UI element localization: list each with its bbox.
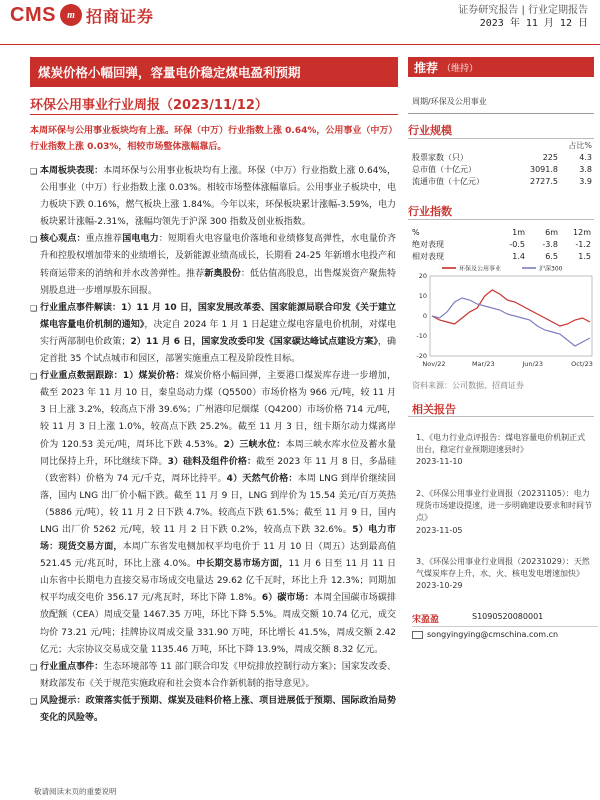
rating-box <box>408 57 594 77</box>
para-risk <box>30 693 396 727</box>
cell: 6.5 <box>545 251 558 261</box>
related-report-date: 2023-10-29 <box>416 581 463 591</box>
footer-note: 敬请阅读末页的重要说明 <box>34 787 117 796</box>
mail-icon <box>412 631 423 639</box>
para-bold: 5）电力市场：现货交易方面， <box>40 524 396 553</box>
related-report-date: 2023-11-10 <box>416 457 463 467</box>
y-tick-label: -10 <box>416 332 427 340</box>
banner-title <box>30 57 398 87</box>
report-subtitle: 环保公用事业行业周报（2023/11/12） <box>30 98 268 113</box>
side-category: 周期/环保及公用事业 <box>412 97 487 106</box>
stock-highlight: 新奥股份 <box>204 268 241 279</box>
plot-frame <box>430 276 592 356</box>
x-tick-label: Nov/22 <box>422 360 446 368</box>
table-row <box>412 151 598 163</box>
rating-label: 推荐 <box>414 60 439 75</box>
y-tick-label: 20 <box>418 272 427 280</box>
analyst-id: S1090520080001 <box>472 612 544 621</box>
analyst-name: 宋盈盈 <box>412 615 440 625</box>
bullet-icon: ❑ <box>30 662 38 672</box>
series-line <box>432 290 590 326</box>
related-report-item[interactable] <box>416 488 592 537</box>
report-date: 2023 年 11 月 12 日 <box>479 18 588 29</box>
para-core-view <box>30 231 396 299</box>
rating-sub: （维持） <box>442 63 479 74</box>
para-heading: 本周板块表现： <box>40 166 104 176</box>
row-label: 流通市值（十亿元） <box>412 176 484 186</box>
related-report-date: 2023-11-05 <box>416 525 463 535</box>
bullet-icon: ❑ <box>30 167 38 176</box>
index-chart <box>412 262 596 376</box>
row-value: 2727.5 <box>530 176 558 186</box>
para-heading: 行业重点数据跟踪：1）煤炭价格： <box>40 371 185 382</box>
legend-label: 环保及公用事业 <box>459 265 502 273</box>
series-line <box>432 298 590 346</box>
related-report-item[interactable] <box>416 556 592 593</box>
table-row <box>412 238 598 250</box>
bullet-icon: ❑ <box>30 303 38 313</box>
para-text: 重点推荐 <box>85 234 123 245</box>
para-bold: 6）碳市场： <box>261 593 314 604</box>
para-bold: 中长期交易市场方面， <box>196 559 289 570</box>
para-heading: 核心观点： <box>40 234 86 245</box>
y-tick-label: 0 <box>422 312 427 320</box>
para-key-events <box>30 300 396 368</box>
row-label: 相对表现 <box>412 251 444 261</box>
para-text: 本周三峡水库水位及蓄水量同比保持上升，环比继续下降。 <box>40 439 396 467</box>
cms-logo <box>10 2 154 28</box>
related-title: 相关报告 <box>412 403 456 416</box>
col-header: 12m <box>573 227 591 237</box>
para-data-tracking <box>30 368 396 659</box>
col-header: 6m <box>545 227 558 237</box>
analyst-divider <box>412 626 598 627</box>
analyst-info <box>412 612 598 639</box>
industry-scale-table <box>412 140 598 187</box>
para-text: ，决定自 2024 年 1 月 1 日起建立煤电容量电价机制，对煤电实行两部制电价政策； <box>40 319 396 347</box>
para-text: ：短期看火电容量电价落地和业绩修复高弹性，水电量价齐升和控股权增加带来的业绩增长，及新能源业绩高成长，长期看 24-25 年新增水电投产和转商运带来的消纳和并水改善弹性。推荐 <box>40 234 396 279</box>
summary: 本周环保与公用事业板块均有上涨。环保（中万）行业指数上涨 0.64%，公用事业（中万）行业指数上涨 0.03%，相较市场整体涨幅靠后。 <box>30 126 393 152</box>
analyst-email-text: songyingying@cmschina.com.cn <box>427 630 559 639</box>
stats-title: 行业规模 <box>408 124 452 137</box>
col-header: 1m <box>512 227 525 237</box>
para-text: 11 月 6 日至 11 月 11 日山东省中长期电力直接交易市场成交电量达 29.62 亿千瓦时，环比上升 12.3%；同期加权平均成交电价 356.17 元/兆瓦时，环比下降 1.8%。 <box>40 559 396 604</box>
para-bold: 2）三峡水位： <box>223 439 286 450</box>
para-heading: 行业重点事件： <box>40 661 104 672</box>
row-share: 3.9 <box>579 176 592 186</box>
row-label: 股票家数（只） <box>412 152 468 162</box>
related-report-text: 2、《环保公用事业行业周报（20231105）：电力现货市场建设提速，进一步明确建设要求和时间节点》 <box>416 489 592 523</box>
para-text: 本周环保与公用事业板块均有上涨。环保（中万）行业指数上涨 0.64%，公用事业（中万）行业指数上涨 0.03%。相较市场整体涨幅靠后。公用事业子板块中，电力板块下跌 0.16%，燃气板块上涨 1.84%。今年以来，环保板块累计涨幅-3.59%，电力板块累计涨幅-2.31%，涨幅均领先于沪深 300 指数及创业板指数。 <box>40 166 396 228</box>
para-bold: 2）11 月 6 日，国家发改委印发《国家碳达峰试点建设方案》 <box>130 336 378 347</box>
row-label: 绝对表现 <box>412 239 444 249</box>
perf-divider <box>408 219 594 220</box>
right-divider <box>408 113 594 114</box>
para-text: 本周广东省发电侧加权平均电价于 11 月 10 日（周五）达到最高值 521.45 元/兆瓦时，环比上涨 4.0%。 <box>40 542 396 570</box>
analyst-email[interactable] <box>412 630 558 639</box>
cell: -3.8 <box>542 239 558 249</box>
main-body <box>30 163 396 727</box>
table-row <box>412 175 598 187</box>
header-divider <box>0 44 600 45</box>
x-tick-label: Oct/23 <box>571 360 593 368</box>
row-value: 3091.8 <box>530 164 558 174</box>
y-tick-label: -20 <box>416 352 427 360</box>
perf-title: 行业指数 <box>408 205 452 218</box>
para-text: 本周全国碳市场碳排放配额（CEA）周成交量 1467.35 万吨，环比下降 5.5%。周成交额 10.74 亿元，成交均价 73.21 元/吨；挂牌协议周成交量 331.90 万吨，环比增长 41.5%，周成交额 2.42 亿元；大宗协议交易成交量 1135.46 万吨，环比下降 13.9%，周成交额 8.32 亿元。 <box>40 593 396 655</box>
para-text: 截至 2023 年 11 月 8 日，多晶硅（致密料）价格为 74 元/千克，周环比持平。 <box>40 456 397 484</box>
risk-warning: 风险提示：政策落实低于预期、煤炭及硅料价格上涨、项目进展低于预期、国际政治局势变化的风险等。 <box>40 695 396 723</box>
banner-title-text: 煤炭价格小幅回弹，容量电价稳定煤电盈利预期 <box>38 65 301 80</box>
para-bold: 4）天然气价格： <box>226 473 298 484</box>
para-text: ：低估值高股息，出售煤炭资产聚焦特别股息进一步增厚股东回报。 <box>40 268 396 296</box>
left-divider <box>30 114 398 115</box>
related-report-item[interactable] <box>416 432 592 469</box>
logo-cms-text: CMS <box>10 3 56 26</box>
table-header <box>412 226 598 238</box>
index-performance-table <box>412 226 598 262</box>
para-bold: 3）硅料及组件价格： <box>167 456 257 467</box>
legend-label: 沪深300 <box>539 265 563 273</box>
para-text: ，确定首批 35 个试点城市和园区，部署实施重点工程及阶段性目标。 <box>40 336 396 365</box>
para-text: 煤炭价格小幅回弹，主要港口煤炭库存进一步增加，截至 2023 年 11 月 10 日，秦皇岛动力煤（Q5500）市场价格为 966 元/吨，较 11 月 3 日上涨 3.2%，较高点下滑 39.6%；广州港印尼烟煤（Q4200）市场价格 714 元/吨，较 11 月 3 日上涨 1.0%，较高点下跌 25.2%。截至 11 月 3 日，纽卡斯尔动力煤离岸价为 120.53 美元/吨，周环比下跌 4.53%。 <box>40 371 396 450</box>
chart-source: 资料来源：公司数据、招商证券 <box>412 381 524 390</box>
report-type: 证券研究报告 | 行业定期报告 <box>458 5 588 16</box>
col-header: % <box>412 227 420 237</box>
x-tick-label: Jun/23 <box>522 360 543 368</box>
perf-section <box>408 203 594 219</box>
related-report-text: 3、《环保公用事业行业周报（20231029）：天然气煤炭库存上升，水、火、核电发电增速加快》 <box>416 557 590 579</box>
logo-cn-text: 招商证券 <box>85 6 154 26</box>
row-value: 225 <box>542 152 558 162</box>
x-tick-label: Mar/23 <box>471 360 495 368</box>
row-share: 4.3 <box>579 152 592 162</box>
cell: -1.2 <box>575 239 591 249</box>
related-divider <box>408 416 594 417</box>
para-heading: 行业重点事件解读：1）11 月 10 日，国家发展改革委、国家能源局联合印发《关于建立煤电容量电价机制的通知》 <box>40 302 396 330</box>
stock-highlight: 国电电力 <box>122 234 159 245</box>
cell: 1.4 <box>512 251 525 261</box>
stats-divider <box>408 138 594 139</box>
row-share: 3.8 <box>579 164 592 174</box>
para-board-performance <box>30 163 396 231</box>
stats-section <box>408 122 594 138</box>
table-row <box>412 163 598 175</box>
table-row <box>412 250 598 262</box>
logo-mark-icon: m <box>60 4 82 26</box>
para-text: 本周 LNG 到岸价继续回落，国内 LNG 出厂价小幅下跌。截至 11 月 9 日，LNG 到岸价为 15.54 美元/百万英热（5886 元/吨），较 11 月 2 日下跌 4.7%。较高点下跌 61.5%；截至 11 月 9 日，国内 LNG 出厂价 5262 元/吨，较 11 月 2 日下跌 0.2%，较高点下跌 32.6%。 <box>40 473 396 535</box>
stats-unit: 占比% <box>568 141 592 150</box>
bullet-icon: ❑ <box>30 696 38 706</box>
cell: -0.5 <box>509 239 525 249</box>
bullet-icon: ❑ <box>30 372 38 382</box>
page-header <box>0 0 600 44</box>
y-tick-label: 10 <box>418 292 427 300</box>
para-industry-events <box>30 659 396 693</box>
cell: 1.5 <box>578 251 591 261</box>
para-text: 生态环境部等 11 部门联合印发《甲烷排放控制行动方案》；国家发改委、财政部发布《关于规范实施政府和社会资本合作新机制的指导意见》。 <box>40 661 396 689</box>
bullet-icon: ❑ <box>30 235 38 245</box>
related-report-text: 1、《电力行业点评报告：煤电容量电价机制正式出台，稳定行业预期迎速县时》 <box>416 433 586 455</box>
row-label: 总市值（十亿元） <box>412 164 476 174</box>
